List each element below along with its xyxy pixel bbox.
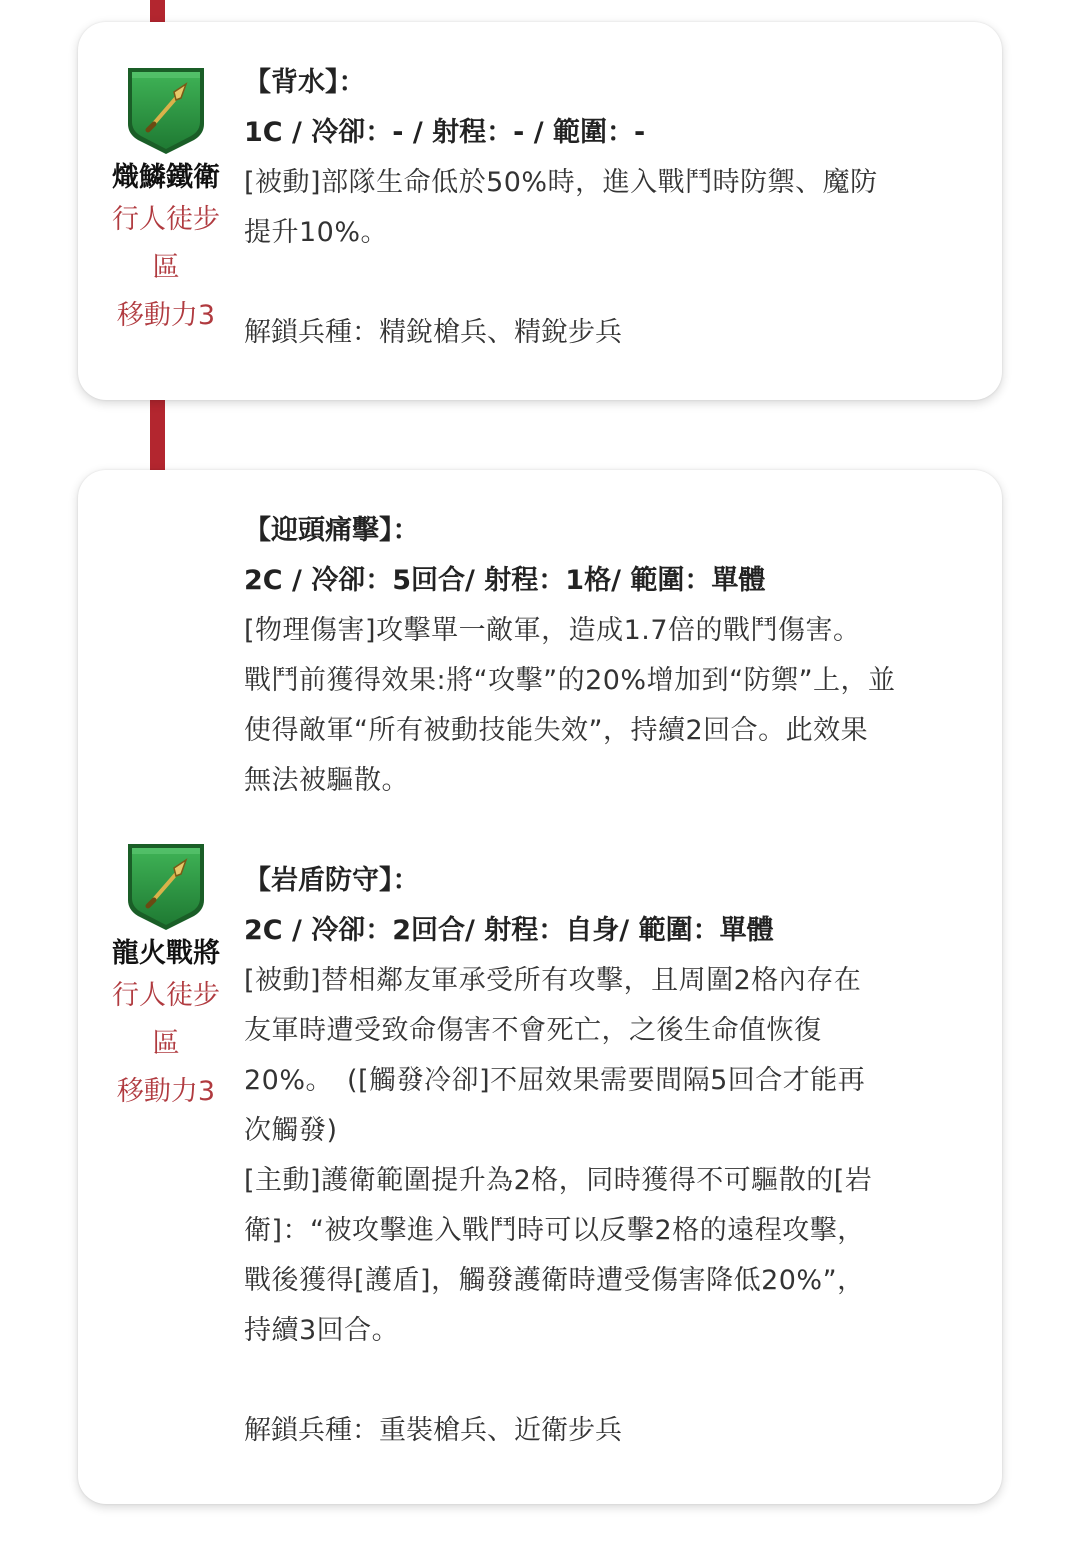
skill-desc-line: 次觸發) [244, 1115, 338, 1146]
unit-name: 龍火戰將 [112, 938, 220, 969]
skill-list [244, 506, 968, 1456]
skill-stats: 2C / 冷卻：5回合/ 射程：1格/ 範圍：單體 [244, 565, 766, 596]
skill-desc-line: 衛]：“被攻擊進入戰鬥時可以反擊2格的遠程攻擊， [244, 1215, 865, 1246]
spear-shield-icon [100, 64, 232, 156]
skill-desc-line: 戰鬥前獲得效果:將“攻擊”的20%增加到“防禦”上，並 [244, 665, 896, 696]
skill-desc-line: [被動]部隊生命低於50%時，進入戰鬥時防禦、魔防 [244, 167, 878, 198]
skill-list [244, 58, 968, 358]
skill-desc-line: [物理傷害]攻擊單一敵軍，造成1.7倍的戰鬥傷害。 [244, 615, 861, 646]
skill-desc-line: 無法被驅散。 [244, 765, 409, 796]
skill-desc-line: 持續3回合。 [244, 1315, 400, 1346]
skill-desc-line: [被動]替相鄰友軍承受所有攻擊，且周圍2格內存在 [244, 965, 862, 996]
unit-terrain: 行人徒步 [112, 980, 220, 1011]
unit-info [100, 64, 232, 340]
skill-desc-line: 友軍時遭受致命傷害不會死亡，之後生命值恢復 [244, 1015, 822, 1046]
skill-desc-line: 使得敵軍“所有被動技能失效”，持續2回合。此效果 [244, 715, 869, 746]
skill-name: 【背水】： [244, 67, 366, 98]
unit-info [100, 840, 232, 1116]
timeline-connector-middle [150, 398, 165, 472]
unlock-classes: 解鎖兵種：精銳槍兵、精銳步兵 [244, 317, 622, 348]
timeline-connector-top [150, 0, 165, 24]
unit-terrain-suffix: 區 [152, 252, 180, 283]
unit-name: 熾鱗鐵衛 [112, 162, 220, 193]
skill-stats: 1C / 冷卻：- / 射程：- / 範圍：- [244, 117, 646, 148]
skill-desc-line: [主動]護衛範圍提升為2格，同時獲得不可驅散的[岩 [244, 1165, 873, 1196]
unit-terrain: 行人徒步 [112, 204, 220, 235]
skill-desc-line: 提升10%。 [244, 217, 389, 248]
unit-move: 移動力3 [116, 300, 216, 331]
unlock-classes: 解鎖兵種：重裝槍兵、近衛步兵 [244, 1415, 622, 1446]
skill-name: 【迎頭痛擊】： [244, 515, 420, 546]
skill-stats: 2C / 冷卻：2回合/ 射程：自身/ 範圍：單體 [244, 915, 774, 946]
spear-shield-icon [100, 840, 232, 932]
unit-terrain-suffix: 區 [152, 1028, 180, 1059]
skill-name: 【岩盾防守】： [244, 865, 420, 896]
skill-desc-line: 戰後獲得[護盾]，觸發護衛時遭受傷害降低20%”， [244, 1265, 865, 1296]
unit-move: 移動力3 [116, 1076, 216, 1107]
skill-desc-line: 20%。 ([觸發冷卻]不屈效果需要間隔5回合才能再 [244, 1065, 866, 1096]
